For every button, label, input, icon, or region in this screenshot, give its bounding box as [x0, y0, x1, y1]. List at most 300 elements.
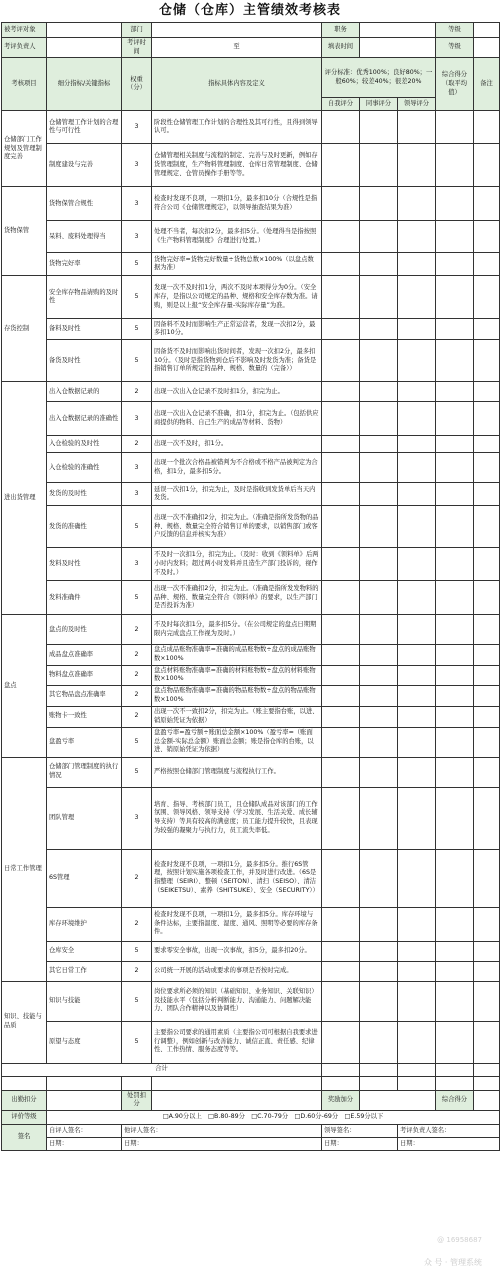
- self-score-cell[interactable]: [322, 340, 360, 382]
- leader-score-cell[interactable]: [398, 849, 436, 907]
- sub-indicator: 仓储管理工作计划的合理性与可行性: [47, 111, 122, 144]
- table-row: [2, 686, 500, 706]
- leader-score-cell[interactable]: [398, 981, 436, 1021]
- peer-score-cell[interactable]: [360, 253, 398, 276]
- weight-value: 3: [122, 221, 152, 253]
- self-score-cell[interactable]: [322, 221, 360, 253]
- assessor-sign-field[interactable]: 考评负责人签名：: [398, 1124, 500, 1137]
- note-cell[interactable]: [474, 382, 500, 402]
- blank-cell: [47, 1076, 122, 1090]
- leader-score-cell[interactable]: [398, 506, 436, 548]
- peer-score-cell[interactable]: [360, 187, 398, 221]
- blank-cell: [122, 1076, 152, 1090]
- sub-indicator: 出入仓数据记录的准确性: [47, 402, 122, 436]
- note-cell[interactable]: [474, 436, 500, 453]
- assessor-label: 考评负责人: [2, 38, 47, 58]
- self-score-cell[interactable]: [322, 645, 360, 665]
- leader-score-cell[interactable]: [398, 757, 436, 787]
- table-row: [2, 941, 500, 961]
- note-cell[interactable]: [474, 319, 500, 340]
- indicator-description: 因备料不及时而影响生产正常运营者，发现一次扣2分，最多扣10分。: [152, 319, 322, 340]
- peer-score-cell[interactable]: [360, 645, 398, 665]
- indicator-description: 公司统一开展的活动或要求的事项是否按时完成。: [152, 961, 322, 981]
- table-row: [2, 144, 500, 187]
- peer-score-cell[interactable]: [360, 757, 398, 787]
- weight-value: 3: [122, 111, 152, 144]
- leader-score-cell[interactable]: [398, 402, 436, 436]
- column-header-row: [2, 58, 500, 98]
- indicator-description: 不及时每次扣1分，最多扣5分。（在公司规定的盘点日期期限内完成盘点工作视为及时。）: [152, 615, 322, 645]
- final-score-cell[interactable]: [436, 757, 474, 787]
- col-leader: 领导评分: [398, 98, 436, 111]
- indicator-description: 出现一次出入仓记录不及时扣1分，扣完为止。: [152, 382, 322, 402]
- note-cell[interactable]: [474, 961, 500, 981]
- weight-value: 3: [122, 402, 152, 436]
- sub-indicator: 安全库存物品请购的及时性: [47, 276, 122, 319]
- final-score-cell[interactable]: [436, 548, 474, 581]
- self-score-cell[interactable]: [322, 787, 360, 849]
- weight-value: 3: [122, 483, 152, 506]
- rating-row: [2, 1110, 500, 1124]
- blank-cell: [436, 1076, 474, 1090]
- indicator-description: 检查时发现不良项，一项扣1分，最多扣5分。推行6S管理，按照计划实施各项检查工作，并及时进行改进。（6S是指整理（SEIRI）、整顿（SEITON）、清扫（SEISO）、清洁（SEIKETSU）、素养（SHITSUKE）、安全（SECURITY））: [152, 849, 322, 907]
- fill-date-field[interactable]: [360, 38, 436, 58]
- note-cell[interactable]: [474, 981, 500, 1021]
- total-cell[interactable]: [398, 1063, 436, 1076]
- self-score-cell[interactable]: [322, 981, 360, 1021]
- self-score-cell[interactable]: [322, 849, 360, 907]
- self-score-cell[interactable]: [322, 187, 360, 221]
- sub-indicator: 其它日常工作: [47, 961, 122, 981]
- leader-sign-field[interactable]: 领导签名：: [322, 1124, 398, 1137]
- total-cell[interactable]: [322, 1063, 360, 1076]
- table-row: [2, 436, 500, 453]
- note-cell[interactable]: [474, 941, 500, 961]
- self-score-cell[interactable]: [322, 382, 360, 402]
- final-score-cell[interactable]: [436, 581, 474, 615]
- peer-score-cell[interactable]: [360, 727, 398, 757]
- watermark: 众 号 · 管理系统: [423, 1258, 482, 1267]
- peer-score-cell[interactable]: [360, 402, 398, 436]
- date-row: [2, 1137, 500, 1150]
- col-item: 考核项目: [2, 58, 47, 111]
- final-score-cell[interactable]: [436, 402, 474, 436]
- final-score-cell[interactable]: [436, 941, 474, 961]
- indicator-description: 处理不当者，每次扣2分，最多扣5分。（处理得当是指按照《生产物料管理制度》合理进行处置。）: [152, 221, 322, 253]
- position-label: 职务: [322, 23, 360, 38]
- sub-indicator: 发货的准确性: [47, 506, 122, 548]
- total-row: [2, 1063, 500, 1076]
- weight-value: 2: [122, 686, 152, 706]
- period-label: 考评时间: [122, 38, 152, 58]
- table-row: [2, 187, 500, 221]
- leader-score-cell[interactable]: [398, 340, 436, 382]
- col-standard: 评分标准：优秀100%；良好80%；一般60%；较差40%；很差20%: [322, 58, 436, 98]
- attendance-field[interactable]: [47, 1090, 122, 1110]
- self-score-cell[interactable]: [322, 402, 360, 436]
- final-score-cell[interactable]: [436, 221, 474, 253]
- indicator-description: 出现一次不及时，扣1分。: [152, 436, 322, 453]
- watermark-id: @ 16958687: [437, 1236, 482, 1244]
- peer-score-cell[interactable]: [360, 907, 398, 941]
- weight-value: 5: [122, 581, 152, 615]
- leader-score-cell[interactable]: [398, 961, 436, 981]
- note-cell[interactable]: [474, 787, 500, 849]
- col-note: 备注: [474, 58, 500, 111]
- table-row: [2, 340, 500, 382]
- note-cell[interactable]: [474, 221, 500, 253]
- self-score-cell[interactable]: [322, 319, 360, 340]
- note-cell[interactable]: [474, 548, 500, 581]
- category-label: 知识、技能与品质: [2, 981, 47, 1063]
- leader-score-cell[interactable]: [398, 548, 436, 581]
- peer-score-cell[interactable]: [360, 319, 398, 340]
- table-row: [2, 615, 500, 645]
- peer-score-cell[interactable]: [360, 483, 398, 506]
- penalty-field[interactable]: [152, 1090, 322, 1110]
- self-score-cell[interactable]: [322, 686, 360, 706]
- weight-value: 5: [122, 1021, 152, 1063]
- leader-date-field[interactable]: 日期：: [322, 1137, 398, 1150]
- final-score-cell[interactable]: [436, 436, 474, 453]
- self-score-cell[interactable]: [322, 436, 360, 453]
- peer-score-cell[interactable]: [360, 941, 398, 961]
- indicator-description: 货物完好率=货物完好数量÷货物总数×100%（以盘点数据为准）: [152, 253, 322, 276]
- bonus-label: 奖励加分: [322, 1090, 360, 1110]
- col-weight: 权重（分）: [122, 58, 152, 111]
- total-cell[interactable]: [474, 1063, 500, 1076]
- note-cell[interactable]: [474, 483, 500, 506]
- sub-indicator: 备料及时性: [47, 319, 122, 340]
- indicator-description: 发现一次不及时扣1分，两次不及时本项得分为0分。（安全库存，是指以公司规定的品种、规格和安全库存数为准。请购，则是以上报“安全库存量-实际库存量”为准。: [152, 276, 322, 319]
- note-cell[interactable]: [474, 757, 500, 787]
- note-cell[interactable]: [474, 276, 500, 319]
- leader-score-cell[interactable]: [398, 436, 436, 453]
- self-score-cell[interactable]: [322, 276, 360, 319]
- final-score-cell[interactable]: [436, 187, 474, 221]
- weight-value: 5: [122, 941, 152, 961]
- self-score-cell[interactable]: [322, 727, 360, 757]
- grade-field[interactable]: [474, 23, 500, 38]
- page-title: 仓储（仓库）主管绩效考核表: [158, 3, 341, 18]
- final-score-cell[interactable]: [436, 849, 474, 907]
- final-score-cell[interactable]: [436, 253, 474, 276]
- table-row: [2, 382, 500, 402]
- sub-indicator: 入仓检验的及时性: [47, 436, 122, 453]
- self-score-cell[interactable]: [322, 253, 360, 276]
- peer-score-cell[interactable]: [360, 276, 398, 319]
- note-cell[interactable]: [474, 581, 500, 615]
- indicator-description: 出现一次不准确扣2分，扣完为止。（准确是指所发发物料的品种、规格、数量完全符合《领料单》的要求，以生产部门是否投诉为准）: [152, 581, 322, 615]
- dept-field[interactable]: [152, 23, 322, 38]
- table-row: [2, 727, 500, 757]
- leader-score-cell[interactable]: [398, 144, 436, 187]
- sub-indicator: 呆料、废料处理得当: [47, 221, 122, 253]
- self-date-field[interactable]: 日期：: [47, 1137, 122, 1150]
- note-cell[interactable]: [474, 645, 500, 665]
- peer-score-cell[interactable]: [360, 787, 398, 849]
- indicator-description: 培育、指导、考核部门员工，且仓储队成品对该部门的工作氛围、领导风格、领导支持（学习发展、生活关爱、成长辅导支持）等具有较高的满意度；员工能力提升较快，且表现为较强的凝聚力与执行力，员工流失率低。: [152, 787, 322, 849]
- leader-score-cell[interactable]: [398, 615, 436, 645]
- peer-score-cell[interactable]: [360, 961, 398, 981]
- indicator-description: 检查时发现不良项，一项扣1分，最多扣5分。库存环境与条件达标，主要指温度、湿度、通风、照明等必要的库存条件。: [152, 907, 322, 941]
- blank-cell: [322, 1076, 360, 1090]
- leader-score-cell[interactable]: [398, 276, 436, 319]
- assessor-date-field[interactable]: 日期：: [398, 1137, 500, 1150]
- final-score-cell[interactable]: [436, 727, 474, 757]
- total-cell[interactable]: [360, 1063, 398, 1076]
- table-row: [2, 787, 500, 849]
- bonus-field[interactable]: [360, 1090, 436, 1110]
- leader-score-cell[interactable]: [398, 319, 436, 340]
- other-sign-field[interactable]: 他评人签名：: [122, 1124, 322, 1137]
- note-cell[interactable]: [474, 340, 500, 382]
- self-score-cell[interactable]: [322, 706, 360, 727]
- overall-label: 综合得分: [436, 1090, 474, 1110]
- weight-value: 2: [122, 645, 152, 665]
- note-cell[interactable]: [474, 187, 500, 221]
- final-score-cell[interactable]: [436, 665, 474, 685]
- sub-indicator: 发料准确件: [47, 581, 122, 615]
- self-score-cell[interactable]: [322, 757, 360, 787]
- note-cell[interactable]: [474, 706, 500, 727]
- table-row: [2, 665, 500, 685]
- note-cell[interactable]: [474, 907, 500, 941]
- blank-cell: [360, 1076, 398, 1090]
- final-score-cell[interactable]: [436, 111, 474, 144]
- weight-value: 5: [122, 757, 152, 787]
- indicator-description: 主要指公司要求的通用素质（主要指公司可根据自我要求进行调整），例如创新与改善能力、诚信正直、责任感、纪律性、工作热情、服务态度等等。: [152, 1021, 322, 1063]
- position-field[interactable]: [360, 23, 436, 38]
- note-cell[interactable]: [474, 665, 500, 685]
- leader-score-cell[interactable]: [398, 581, 436, 615]
- peer-score-cell[interactable]: [360, 436, 398, 453]
- weight-value: 2: [122, 382, 152, 402]
- category-label: 日常工作管理: [2, 757, 47, 981]
- note-cell[interactable]: [474, 506, 500, 548]
- peer-score-cell[interactable]: [360, 849, 398, 907]
- sub-indicator: 知识与技能: [47, 981, 122, 1021]
- final-score-cell[interactable]: [436, 645, 474, 665]
- note-cell[interactable]: [474, 727, 500, 757]
- peer-score-cell[interactable]: [360, 686, 398, 706]
- peer-score-cell[interactable]: [360, 382, 398, 402]
- self-score-cell[interactable]: [322, 581, 360, 615]
- leader-score-cell[interactable]: [398, 907, 436, 941]
- self-score-cell[interactable]: [322, 961, 360, 981]
- weight-value: 2: [122, 615, 152, 645]
- self-score-cell[interactable]: [322, 548, 360, 581]
- self-score-cell[interactable]: [322, 665, 360, 685]
- peer-score-cell[interactable]: [360, 340, 398, 382]
- self-score-cell[interactable]: [322, 111, 360, 144]
- adjustments-row: [2, 1090, 500, 1110]
- final-score-cell[interactable]: [436, 453, 474, 483]
- note-cell[interactable]: [474, 253, 500, 276]
- weight-value: 5: [122, 506, 152, 548]
- weight-value: 2: [122, 849, 152, 907]
- indicator-description: 盘点材料账物准确率=准确的材料账物数÷盘点的材料账物数×100%: [152, 665, 322, 685]
- category-label: 存货控制: [2, 276, 47, 382]
- sub-indicator: 盘盈亏率: [47, 727, 122, 757]
- leader-score-cell[interactable]: [398, 111, 436, 144]
- indicator-description: 盘盈亏率=盈亏额÷账面总金额×100%（盈亏率=（账面总金额-实际总金额）账面总金额；账是指仓库的台账，以进、销原始凭证为依据）: [152, 727, 322, 757]
- sub-indicator: 仓储部门管理制度的执行情况: [47, 757, 122, 787]
- leader-score-cell[interactable]: [398, 941, 436, 961]
- weight-value: 5: [122, 981, 152, 1021]
- self-sign-field[interactable]: 自评人签名：: [47, 1124, 122, 1137]
- col-self: 自我评分: [322, 98, 360, 111]
- assessor-field[interactable]: [47, 38, 122, 58]
- indicator-description: 不及时一次扣1分，扣完为止。（及时：收到《领料单》后两小时内发料；超过两小时发料并且造生产部门投诉的，视作不及时。）: [152, 548, 322, 581]
- peer-score-cell[interactable]: [360, 453, 398, 483]
- sub-indicator: 账物卡一致性: [47, 706, 122, 727]
- leader-score-cell[interactable]: [398, 382, 436, 402]
- leader-score-cell[interactable]: [398, 253, 436, 276]
- weight-value: 2: [122, 665, 152, 685]
- table-row: [2, 981, 500, 1021]
- self-score-cell[interactable]: [322, 615, 360, 645]
- peer-score-cell[interactable]: [360, 615, 398, 645]
- sub-indicator: 仓库安全: [47, 941, 122, 961]
- indicator-description: 盘点成品账物准确率=准确的成品账物数÷盘点的成品账物数×100%: [152, 645, 322, 665]
- leader-score-cell[interactable]: [398, 645, 436, 665]
- weight-value: 2: [122, 907, 152, 941]
- other-date-field[interactable]: 日期：: [122, 1137, 322, 1150]
- table-row: [2, 849, 500, 907]
- final-score-cell[interactable]: [436, 907, 474, 941]
- note-cell[interactable]: [474, 453, 500, 483]
- self-score-cell[interactable]: [322, 453, 360, 483]
- table-row: [2, 402, 500, 436]
- final-score-cell[interactable]: [436, 981, 474, 1021]
- indicator-description: 出现一次出入仓记录不准确，扣1分，扣完为止。（包括供应商提供的物料、自己生产的成品等材料、货物）: [152, 402, 322, 436]
- leader-score-cell[interactable]: [398, 686, 436, 706]
- leader-score-cell[interactable]: [398, 187, 436, 221]
- leader-score-cell[interactable]: [398, 221, 436, 253]
- self-score-cell[interactable]: [322, 506, 360, 548]
- final-score-cell[interactable]: [436, 319, 474, 340]
- weight-value: 5: [122, 340, 152, 382]
- grade2-field[interactable]: [474, 38, 500, 58]
- weight-value: 2: [122, 706, 152, 727]
- weight-value: 3: [122, 187, 152, 221]
- indicator-description: 仓储管理相关制度与流程的制定、完善与及时更新，例如存货管理制度，生产物料管理制度、仓库日常管理制度、仓储管理规定、仓管员操作手册等等。: [152, 144, 322, 187]
- sub-indicator: 盘点的及时性: [47, 615, 122, 645]
- final-score-cell[interactable]: [436, 1021, 474, 1063]
- self-score-cell[interactable]: [322, 907, 360, 941]
- final-score-cell[interactable]: [436, 506, 474, 548]
- sub-indicator: 货物保管合规性: [47, 187, 122, 221]
- note-cell[interactable]: [474, 849, 500, 907]
- leader-score-cell[interactable]: [398, 1021, 436, 1063]
- final-score-cell[interactable]: [436, 686, 474, 706]
- note-cell[interactable]: [474, 1021, 500, 1063]
- final-score-cell[interactable]: [436, 961, 474, 981]
- table-row: [2, 276, 500, 319]
- note-cell[interactable]: [474, 686, 500, 706]
- final-score-cell[interactable]: [436, 144, 474, 187]
- peer-score-cell[interactable]: [360, 111, 398, 144]
- self-score-cell[interactable]: [322, 144, 360, 187]
- final-score-cell[interactable]: [436, 615, 474, 645]
- indicator-description: 因备货不及时而影响出货时间者，发现一次扣2分，最多扣10分。（及时是指货物到仓后不影响及时发货为准；备货是指销售订单所规定的品种、规格、数量的（完备））: [152, 340, 322, 382]
- table-row: [2, 253, 500, 276]
- peer-score-cell[interactable]: [360, 221, 398, 253]
- peer-score-cell[interactable]: [360, 706, 398, 727]
- weight-value: 5: [122, 727, 152, 757]
- blank-cell: [152, 1076, 322, 1090]
- peer-score-cell[interactable]: [360, 665, 398, 685]
- leader-score-cell[interactable]: [398, 453, 436, 483]
- final-score-cell[interactable]: [436, 483, 474, 506]
- final-score-cell[interactable]: [436, 276, 474, 319]
- sign-label: 签名: [2, 1124, 47, 1150]
- peer-score-cell[interactable]: [360, 1021, 398, 1063]
- category-label: 进出货管理: [2, 382, 47, 615]
- indicator-description: 检查时发现不良项，一项扣1分，最多扣10分（合规性是指符合公司《仓储管理规定》，以领导抽查结果为准）: [152, 187, 322, 221]
- leader-score-cell[interactable]: [398, 706, 436, 727]
- indicator-description: 岗位要求所必须的知识（基础知识、业务知识、关联知识）及技能水平（包括分析判断能力、沟通能力、问题解决能力、团队合作精神以及协调性）: [152, 981, 322, 1021]
- total-cell[interactable]: [436, 1063, 474, 1076]
- weight-value: 5: [122, 253, 152, 276]
- period-field[interactable]: 至: [152, 38, 322, 58]
- self-score-cell[interactable]: [322, 1021, 360, 1063]
- weight-value: 3: [122, 548, 152, 581]
- final-score-cell[interactable]: [436, 787, 474, 849]
- self-score-cell[interactable]: [322, 941, 360, 961]
- note-cell[interactable]: [474, 402, 500, 436]
- final-score-cell[interactable]: [436, 382, 474, 402]
- grade2-label: 等级: [436, 38, 474, 58]
- col-desc: 指标具体内容及定义: [152, 58, 322, 111]
- overall-field[interactable]: [474, 1090, 500, 1110]
- table-row: [2, 1021, 500, 1063]
- blank-cell: [474, 1076, 500, 1090]
- peer-score-cell[interactable]: [360, 548, 398, 581]
- peer-score-cell[interactable]: [360, 981, 398, 1021]
- header-row-1: [2, 23, 500, 38]
- subject-field[interactable]: [47, 23, 122, 38]
- evaluation-table: [1, 22, 500, 1151]
- sub-indicator: 制度建设与完善: [47, 144, 122, 187]
- table-row: [2, 111, 500, 144]
- peer-score-cell[interactable]: [360, 581, 398, 615]
- leader-score-cell[interactable]: [398, 727, 436, 757]
- table-row: [2, 319, 500, 340]
- final-score-cell[interactable]: [436, 706, 474, 727]
- final-score-cell[interactable]: [436, 340, 474, 382]
- note-cell[interactable]: [474, 144, 500, 187]
- peer-score-cell[interactable]: [360, 144, 398, 187]
- indicator-description: 延误一次扣1分，扣完为止，及时是指收到发货单后当天内发货。: [152, 483, 322, 506]
- rating-options[interactable]: □A.90分以上 □B.80-89分 □C.70-79分 □D.60分-69分 □E.59分以下: [47, 1110, 500, 1124]
- indicator-description: 严格按照仓储部门管理制度与流程执行工作。: [152, 757, 322, 787]
- sub-indicator: 6S管理: [47, 849, 122, 907]
- note-cell[interactable]: [474, 111, 500, 144]
- fill-date-label: 填表时间: [322, 38, 360, 58]
- leader-score-cell[interactable]: [398, 787, 436, 849]
- self-score-cell[interactable]: [322, 483, 360, 506]
- peer-score-cell[interactable]: [360, 506, 398, 548]
- indicator-description: 阶段性仓储管理工作计划的合理性及其可行性，且得到领导认可。: [152, 111, 322, 144]
- leader-score-cell[interactable]: [398, 483, 436, 506]
- indicator-description: 出现一次不一致扣2分，扣完为止。（账主要指台账，以进、销原始凭证为依据）: [152, 706, 322, 727]
- sub-indicator: 物料盘点准确率: [47, 665, 122, 685]
- weight-value: 3: [122, 453, 152, 483]
- note-cell[interactable]: [474, 615, 500, 645]
- leader-score-cell[interactable]: [398, 665, 436, 685]
